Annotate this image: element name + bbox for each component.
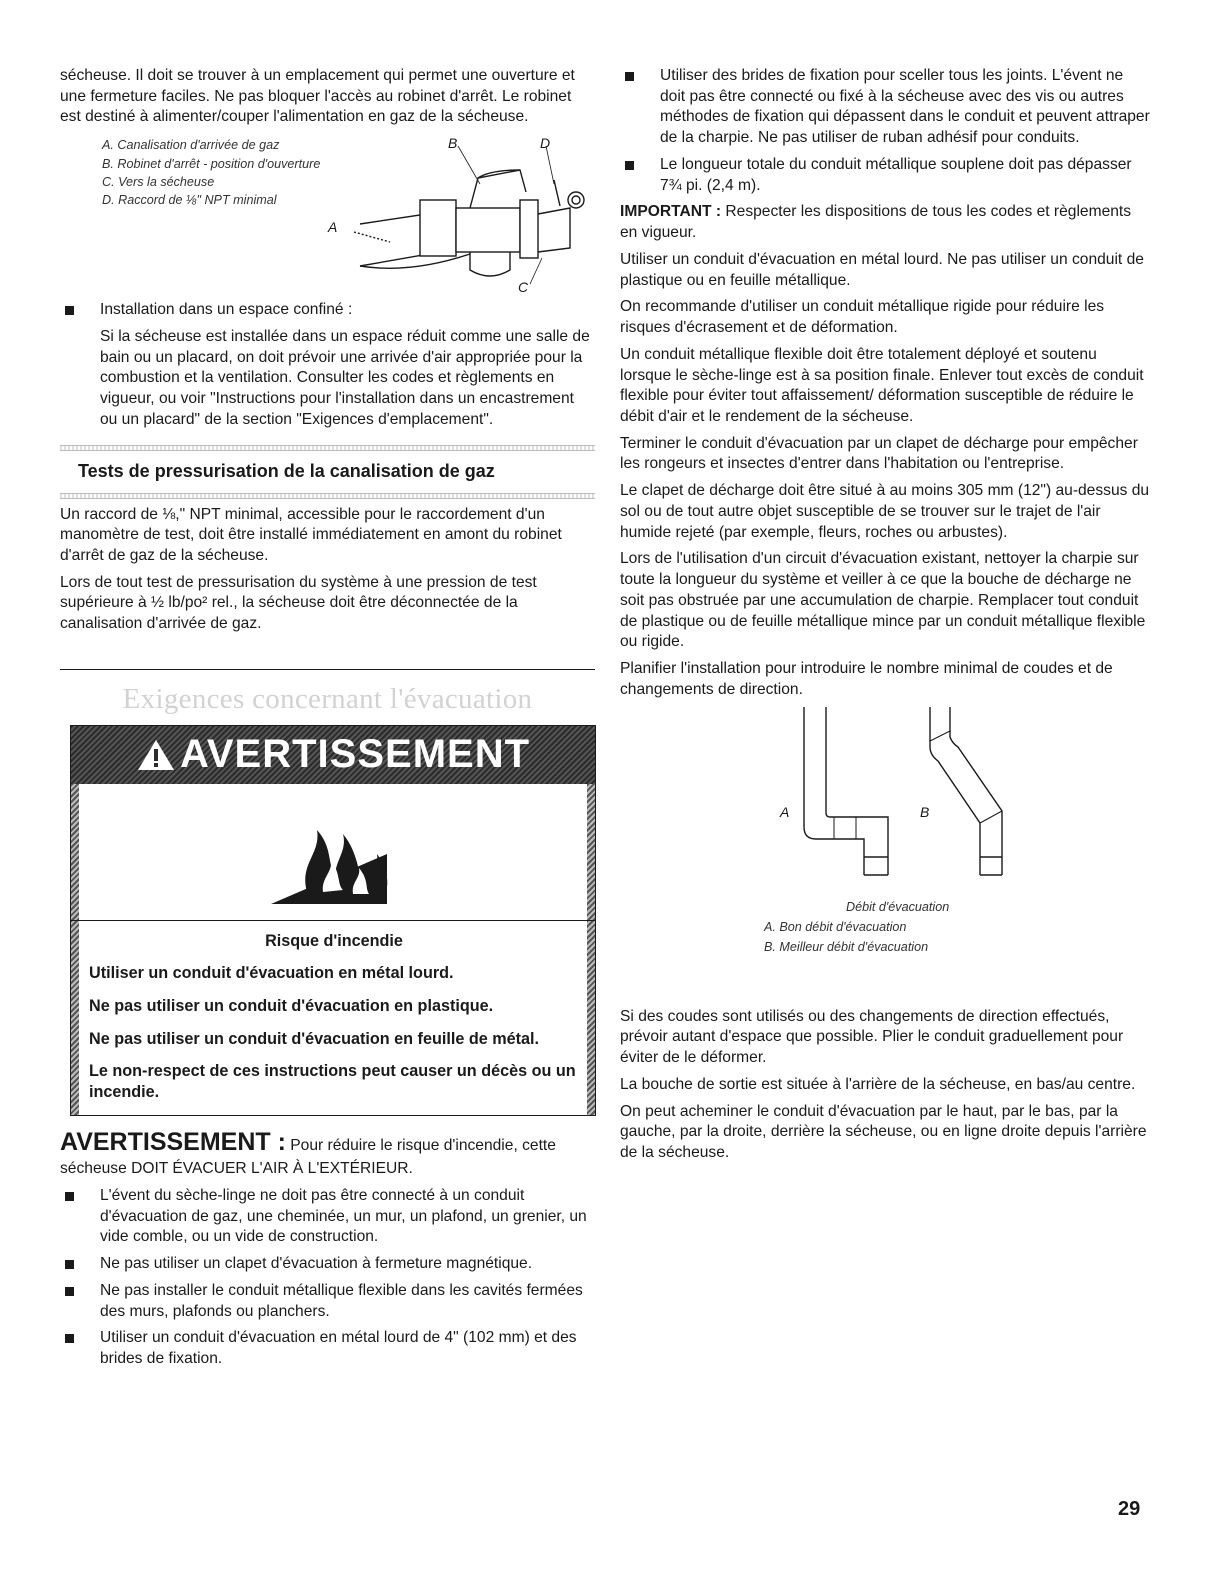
list-item-text: Ne pas utiliser un clapet d'évacuation à fermeture magnétique. xyxy=(100,1255,533,1273)
fig1-label-c: C xyxy=(518,279,529,295)
fig2-label-a: A xyxy=(780,803,790,820)
list-item xyxy=(60,1254,595,1275)
legend-item-c: C. Vers la sécheuse xyxy=(102,174,215,189)
fig2-label-b: B xyxy=(920,803,930,820)
important-label: IMPORTANT : xyxy=(620,203,722,221)
avertissement-paragraph xyxy=(60,1126,595,1180)
important-paragraph xyxy=(620,202,1150,243)
pressure-test-paragraph-2: Lors de tout test de pressurisation du système à une pression de test supérieure à ½ lb/po² rel., la sécheuse doit être déconnectée de la canalisation d'arrivée de gaz. xyxy=(60,573,537,633)
gas-valve-drawing xyxy=(60,134,595,294)
warning-line-4: Le non-respect de ces instructions peut causer un décès ou un incendie. xyxy=(89,1062,576,1102)
section-divider xyxy=(60,669,595,670)
warning-header xyxy=(71,726,595,784)
confined-space-bullet xyxy=(60,300,595,321)
vent-paragraph-3: Un conduit métallique flexible doit être totalement déployé et soutenu lorsque le sèche-linge est à sa position finale. Enlever tout excès de conduit flexible pour éviter tout affaissement/ déformation susceptible de réduire le débit d'air et le rendement de la sécheuse. xyxy=(620,345,1144,426)
avertissement-label: AVERTISSEMENT : xyxy=(60,1127,286,1156)
list-item xyxy=(620,66,1150,149)
bullet-square-icon xyxy=(65,1260,74,1269)
intro-paragraph: sécheuse. Il doit se trouver à un emplacement qui permet une ouverture et une fermeture faciles. Ne pas bloquer l'accès au robinet d'arrêt. Le robinet est destiné à alimenter/couper l'alimentation en gaz de la sécheuse. xyxy=(60,67,575,126)
fig2-legend-a: A. Bon débit d'évacuation xyxy=(764,919,907,934)
warning-line-1: Utiliser un conduit d'évacuation en métal lourd. xyxy=(89,964,454,983)
exhaust-flow-figure xyxy=(620,707,1150,1007)
fig1-label-d: D xyxy=(540,135,551,152)
fig1-label-b: B xyxy=(448,135,458,152)
list-item xyxy=(60,1186,595,1248)
pressure-test-paragraph-1: Un raccord de ⅛," NPT minimal, accessible pour le raccordement d'un manomètre de test, doit être installé immédiatement en amont du robinet d'arrêt de gaz de la sécheuse. xyxy=(60,505,562,565)
page-number: 29 xyxy=(1118,1498,1141,1520)
list-item-text: Le longueur totale du conduit métallique souplene doit pas dépasser 7¾ pi. (2,4 m). xyxy=(660,155,1132,194)
bullet-square-icon xyxy=(65,1287,74,1296)
list-item xyxy=(60,1281,595,1322)
list-item-text: Ne pas installer le conduit métallique flexible dans les cavités fermées des murs, plafonds ou planchers. xyxy=(100,1281,583,1320)
vent-paragraph-1: Utiliser un conduit d'évacuation en métal lourd. Ne pas utiliser un conduit de plastique ou en feuille métallique. xyxy=(620,250,1144,289)
list-item-text: L'évent du sèche-linge ne doit pas être connecté à un conduit d'évacuation de gaz, une cheminée, un mur, un plafond, un grenier, un vide comble, ou un vide de construction. xyxy=(100,1186,587,1246)
bullet-square-icon xyxy=(625,72,634,81)
list-item-text: Utiliser des brides de fixation pour sceller tous les joints. L'évent ne doit pas être connecté ou fixé à la sécheuse avec des vis ou autres méthodes de fixation qui dépassent dans le conduit et peuvent attraper de la charpie. Ne pas utiliser de ruban adhésif pour conduits. xyxy=(660,67,1150,147)
outlet-paragraph: La bouche de sortie est située à l'arrière de la sécheuse, en bas/au centre. xyxy=(620,1075,1136,1093)
confined-space-label: Installation dans un espace confiné : xyxy=(100,301,353,319)
bullet-square-icon xyxy=(65,1192,74,1201)
list-item xyxy=(60,1328,595,1369)
vent-paragraph-5: Le clapet de décharge doit être situé à au moins 305 mm (12") au-dessus du sol ou de tout autre objet susceptible de se trouver sur le trajet de l'air humide rejeté (par exemple, fleurs, roches ou arbustes). xyxy=(620,482,1150,541)
fig2-caption: Débit d'évacuation xyxy=(846,899,950,914)
vent-paragraph-7: Planifier l'installation pour introduire le nombre minimal de coudes et de changements de direction. xyxy=(620,660,1113,698)
section-title-exhaust: Exigences concernant l'évacuation xyxy=(122,682,533,715)
bullet-square-icon xyxy=(65,1334,74,1343)
elbow-paragraph: Si des coudes sont utilisés ou des changements de direction effectués, prévoir autant d'espace que possible. Plier le conduit graduellement pour éviter de le déformer. xyxy=(620,1007,1124,1067)
avertissement-text: Pour réduire le risque d'incendie, cette sécheuse DOIT ÉVACUER L'AIR À L'EXTÉRIEUR. xyxy=(60,1136,556,1178)
list-item-text: Utiliser un conduit d'évacuation en métal lourd de 4" (102 mm) et des brides de fixation. xyxy=(100,1329,577,1368)
legend-item-a: A. Canalisation d'arrivée de gaz xyxy=(102,138,280,153)
warning-body xyxy=(71,921,595,1115)
vent-paragraph-6: Lors de l'utilisation d'un circuit d'évacuation existant, nettoyer la charpie sur toute la longueur du système et veiller à ce que la bouche de décharge ne soit pas obstruée par une accumulation de charpie. Remplacer tout conduit de plastique ou de feuille métallique mince par un conduit métallique flexible ou rigide. xyxy=(620,550,1146,651)
routing-paragraph: On peut acheminer le conduit d'évacuation par le haut, par le bas, par la gauche, par la droite, derrière la sécheuse, ou en ligne droite depuis l'arrière de la sécheuse. xyxy=(620,1102,1147,1161)
vent-paragraph-4: Terminer le conduit d'évacuation par un clapet de décharge pour empêcher les rongeurs et insectes d'entrer dans l'habitation ou l'entreprise. xyxy=(620,434,1138,473)
gas-valve-figure xyxy=(60,134,595,294)
warning-box xyxy=(70,725,596,1116)
fig2-legend-b: B. Meilleur débit d'évacuation xyxy=(764,939,929,954)
warning-line-3: Ne pas utiliser un conduit d'évacuation en feuille de métal. xyxy=(89,1029,540,1048)
legend-item-d: D. Raccord de ⅛" NPT minimal xyxy=(102,193,277,208)
bullet-square-icon xyxy=(65,306,74,315)
pressure-test-heading: Tests de pressurisation de la canalisation de gaz xyxy=(78,460,495,481)
list-item xyxy=(620,155,1150,196)
left-column xyxy=(60,66,595,1376)
right-column xyxy=(620,66,1150,1170)
warning-header-text: AVERTISSEMENT xyxy=(179,731,531,776)
vent-paragraph-2: On recommande d'utiliser un conduit métallique rigide pour réduire les risques d'écrasement et de déformation. xyxy=(620,298,1105,337)
important-text: Respecter les dispositions de tous les codes et règlements en vigueur. xyxy=(620,203,1132,242)
warning-triangle-icon xyxy=(136,738,176,772)
warning-hazard-title: Risque d'incendie xyxy=(265,931,403,950)
bullet-square-icon xyxy=(625,161,634,170)
confined-space-text: Si la sécheuse est installée dans un espace réduit comme une salle de bain ou un placard, on doit prévoir une arrivée d'air appropriée pour la combustion et la ventilation. Consulter les codes et règlements en vigueur, ou voir "Instructions pour l'installation dans un encastrement ou un placard" de la section "Exigences d'emplacement". xyxy=(100,327,590,428)
warning-line-2: Ne pas utiliser un conduit d'évacuation en plastique. xyxy=(89,996,494,1015)
legend-item-b: B. Robinet d'arrêt - position d'ouverture xyxy=(102,156,321,171)
warning-pictogram xyxy=(71,784,595,921)
fig1-label-a: A xyxy=(328,219,338,236)
fire-icon xyxy=(71,784,595,920)
subheading-bottom-rule xyxy=(60,493,595,499)
